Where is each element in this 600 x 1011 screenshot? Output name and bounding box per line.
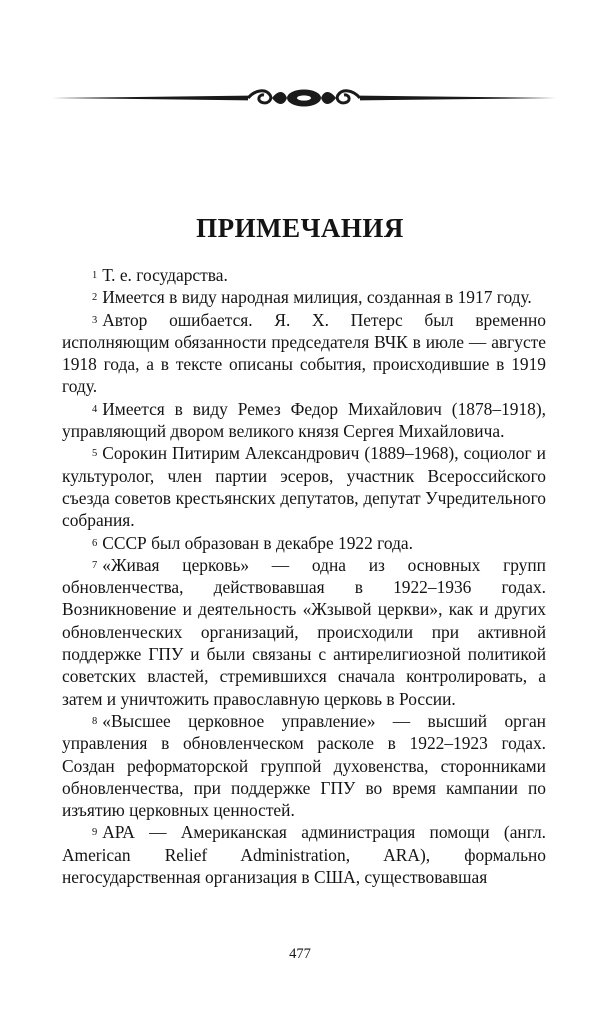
note-7 — [62, 554, 546, 710]
note-text: АРА — Американская администрация помощи (англ. American Relief Administration, ARA), формально негосударственная организация в США, существовавшая — [62, 822, 546, 888]
note-8 — [62, 710, 546, 821]
note-number: 3 — [92, 314, 98, 326]
page-number: 477 — [289, 946, 311, 962]
note-number: 6 — [92, 537, 98, 549]
ornament-left-rule — [52, 96, 248, 101]
note-text: «Живая церковь» — одна из основных групп обновленчества, действовавшая в 1922–1936 годах. Возникновение и деятельность «Жзывой церкви», как и других обновленческих организаций, происходили при активной поддержке ГПУ и были связаны с антирелигиозной политикой советских властей, стремившихся сначала контролировать, а затем и уничтожить православную церковь в России. — [62, 554, 546, 709]
ornament-left-scroll — [248, 91, 271, 103]
note-number: 1 — [92, 270, 98, 281]
note-number: 5 — [92, 448, 98, 460]
ornament-right-leaf — [321, 92, 336, 104]
page-title: ПРИМЕЧАНИЯ — [196, 213, 404, 243]
note-4 — [62, 398, 546, 443]
notes-list — [62, 264, 546, 888]
note-1 — [62, 264, 546, 286]
note-text: Сорокин Питирим Александрович (1889–1968), социолог и культуролог, член партии эсеров, участник Всероссийского съезда советов крестьянских депутатов, депутат Учредительного собрания. — [62, 443, 546, 531]
note-text: СССР был образован в декабре 1922 года. — [102, 532, 413, 553]
note-5 — [62, 442, 546, 531]
note-text: Имеется в виду Ремез Федор Михайлович (1878–1918), управляющий двором великого князя Сергея Михайловича. — [62, 398, 546, 442]
note-number: 2 — [92, 292, 98, 304]
note-9 — [62, 821, 546, 888]
note-2 — [62, 286, 546, 308]
note-text: Имеется в виду народная милиция, созданная в 1917 году. — [102, 287, 532, 308]
ornament-right-scroll — [337, 91, 360, 103]
note-6 — [62, 532, 546, 554]
note-number: 4 — [92, 403, 98, 415]
note-3 — [62, 309, 546, 398]
ornament-divider — [52, 80, 556, 116]
note-text: Автор ошибается. Я. Х. Петерс был временно исполняющим обязанности председателя ВЧК в июле — августе 1918 года, а в тексте описаны события, происходившие в 1919 году. — [62, 309, 546, 397]
note-text: «Высшее церковное управление» — высший орган управления в обновленческом расколе в 1922–1923 годах. Создан реформаторской группой духовенства, сторонниками обновленчества, при поддержке ГПУ во время кампании по изъятию церковных ценностей. — [62, 710, 546, 821]
note-number: 7 — [92, 559, 98, 571]
note-text: Т. е. государства. — [102, 265, 228, 285]
ornament-left-leaf — [272, 92, 287, 104]
ornament-right-rule — [360, 96, 556, 101]
note-number: 9 — [92, 827, 98, 839]
note-number: 8 — [92, 715, 98, 727]
